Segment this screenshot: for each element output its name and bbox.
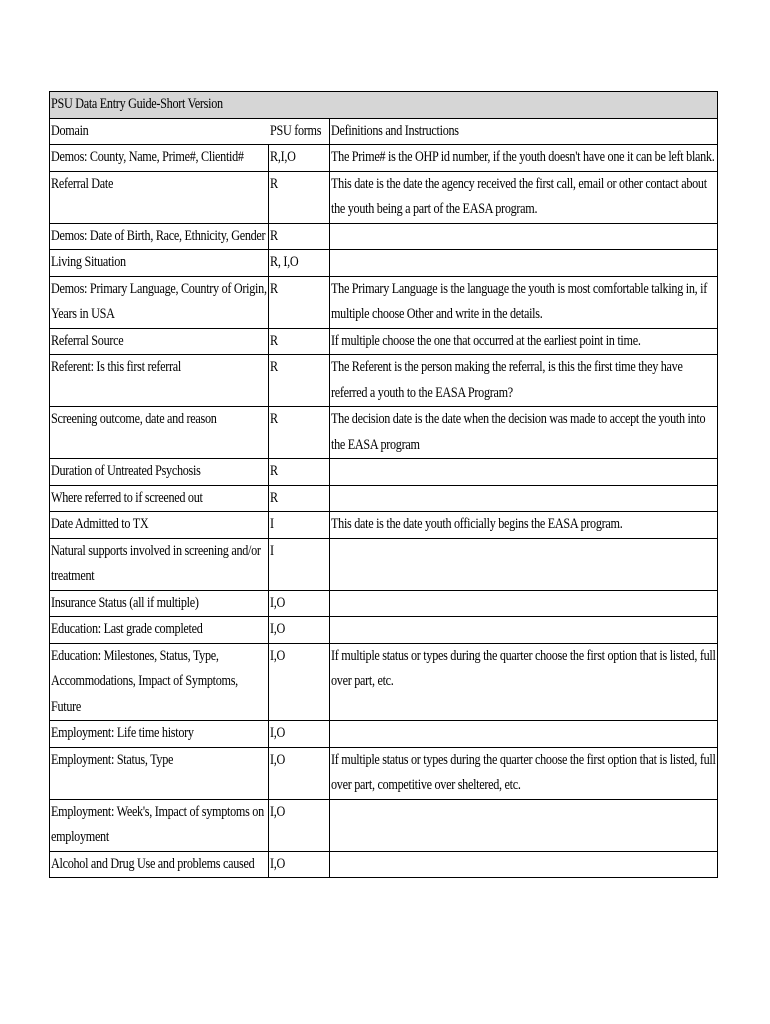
domain-cell-text: Date Admitted to TX [51,516,149,532]
domain-cell [50,590,269,617]
psu-forms-cell-text: R [270,332,278,349]
psu-forms-cell [269,538,330,590]
psu-forms-cell [269,145,330,172]
definition-cell-text: This date is the date youth officially begins the EASA program. [331,516,623,532]
psu-forms-cell-text: R [270,489,278,506]
domain-cell [50,250,269,277]
domain-cell [50,643,269,721]
definition-cell-text: The Primary Language is the language the youth is most comfortable talking in, if multiple choose Other and write in the details. [331,280,708,322]
document-sheet [49,91,717,878]
table-row [50,171,718,223]
definition-cell [330,407,718,459]
psu-forms-cell [269,355,330,407]
domain-cell [50,223,269,250]
definition-cell [330,747,718,799]
definition-cell-text: If multiple status or types during the quarter choose the first option that is listed, full over part, etc. [331,647,716,689]
definition-cell [330,851,718,878]
domain-cell [50,145,269,172]
psu-forms-cell-text: R [270,411,278,427]
table-row [50,538,718,590]
psu-forms-cell-text: I,O [270,594,286,611]
table-row [50,590,718,617]
domain-cell-text: Demos: Primary Language, Country of Origin, Years in USA [51,280,267,322]
domain-cell-text: Employment: Week's, Impact of symptoms on employment [51,803,264,845]
domain-cell-text: Demos: County, Name, Prime#, Clientid# [51,149,244,165]
psu-forms-cell [269,851,330,878]
definition-cell-text: If multiple choose the one that occurred at the earliest point in time. [331,332,641,349]
domain-cell-text: Living Situation [51,254,126,270]
psu-forms-cell [269,250,330,277]
definition-cell-text: The Prime# is the OHP id number, if the youth doesn't have one it can be left blank. [331,149,715,165]
domain-cell-text: Alcohol and Drug Use and problems caused [51,855,255,872]
psu-forms-cell [269,590,330,617]
domain-cell-text: Screening outcome, date and reason [51,411,217,427]
domain-cell [50,171,269,223]
definition-cell [330,643,718,721]
table-row [50,328,718,355]
domain-cell-text: Duration of Untreated Psychosis [51,463,201,479]
table-row [50,851,718,878]
psu-forms-cell-text: R,I,O [270,149,296,165]
psu-forms-cell-text: I,O [270,803,286,820]
domain-cell [50,747,269,799]
table-row [50,276,718,328]
table-row [50,145,718,172]
psu-forms-cell-text: R [270,227,278,244]
psu-forms-cell [269,223,330,250]
table-title-row [50,92,718,119]
definition-cell [330,799,718,851]
domain-cell [50,355,269,407]
psu-forms-cell [269,512,330,539]
table-row [50,355,718,407]
definition-cell [330,538,718,590]
domain-cell-text: Education: Milestones, Status, Type, Accommodations, Impact of Symptoms, Future [51,647,238,715]
table-row [50,407,718,459]
definition-cell [330,512,718,539]
psu-forms-cell [269,485,330,512]
domain-cell [50,407,269,459]
header-domain: Domain [50,118,269,145]
header-definitions: Definitions and Instructions [330,118,718,145]
domain-cell-text: Where referred to if screened out [51,489,203,506]
table-row [50,512,718,539]
table-row [50,485,718,512]
header-psu-forms: PSU forms [269,118,330,145]
definition-cell [330,145,718,172]
domain-cell [50,851,269,878]
table-row [50,747,718,799]
table-header-row [50,118,718,145]
psu-forms-cell-text: I,O [270,647,286,664]
domain-cell-text: Employment: Life time history [51,725,194,741]
psu-forms-cell [269,328,330,355]
table-row [50,721,718,748]
psu-forms-cell-text: R, I,O [270,254,299,270]
domain-cell [50,799,269,851]
domain-cell [50,276,269,328]
table-row [50,799,718,851]
definition-cell [330,355,718,407]
definition-cell [330,617,718,644]
psu-forms-cell [269,799,330,851]
definition-cell [330,276,718,328]
psu-forms-cell [269,171,330,223]
domain-cell-text: Insurance Status (all if multiple) [51,594,199,611]
psu-forms-cell-text: I,O [270,751,286,768]
domain-cell [50,538,269,590]
domain-cell [50,512,269,539]
table-row [50,643,718,721]
data-entry-guide-table [49,91,718,878]
psu-forms-cell-text: I,O [270,855,286,872]
domain-cell-text: Demos: Date of Birth, Race, Ethnicity, Gender [51,227,266,244]
definition-cell [330,171,718,223]
domain-cell [50,485,269,512]
psu-forms-cell-text: R [270,175,278,192]
domain-cell [50,459,269,486]
definition-cell [330,459,718,486]
domain-cell-text: Referent: Is this first referral [51,359,181,375]
psu-forms-cell [269,276,330,328]
psu-forms-cell-text: R [270,463,278,479]
psu-forms-cell-text: R [270,359,278,375]
definition-cell-text: The decision date is the date when the decision was made to accept the youth into the EASA program [331,411,706,453]
definition-cell [330,485,718,512]
psu-forms-cell-text: I [270,516,274,532]
table-row [50,250,718,277]
definition-cell-text: The Referent is the person making the referral, is this the first time they have referred a youth to the EASA Program? [331,359,683,401]
psu-forms-cell [269,617,330,644]
table-row [50,617,718,644]
psu-forms-cell-text: I,O [270,725,286,741]
table-row [50,223,718,250]
psu-forms-cell-text: I [270,542,274,559]
psu-forms-cell-text: I,O [270,621,286,637]
domain-cell-text: Referral Date [51,175,114,192]
definition-cell [330,250,718,277]
psu-forms-cell [269,721,330,748]
psu-forms-cell [269,459,330,486]
table-row [50,459,718,486]
definition-cell-text: If multiple status or types during the quarter choose the first option that is listed, full over part, competitive over sheltered, etc. [331,751,716,793]
definition-cell [330,590,718,617]
domain-cell-text: Education: Last grade completed [51,621,203,637]
psu-forms-cell [269,747,330,799]
domain-cell-text: Employment: Status, Type [51,751,174,768]
definition-cell [330,328,718,355]
domain-cell-text: Natural supports involved in screening and/or treatment [51,542,261,584]
domain-cell [50,328,269,355]
domain-cell-text: Referral Source [51,332,124,349]
psu-forms-cell [269,407,330,459]
domain-cell [50,721,269,748]
psu-forms-cell-text: R [270,280,278,297]
definition-cell-text: This date is the date the agency received the first call, email or other contact about the youth being a part of the EASA program. [331,175,707,217]
definition-cell [330,223,718,250]
domain-cell [50,617,269,644]
psu-forms-cell [269,643,330,721]
document-title: PSU Data Entry Guide-Short Version [50,92,718,119]
definition-cell [330,721,718,748]
